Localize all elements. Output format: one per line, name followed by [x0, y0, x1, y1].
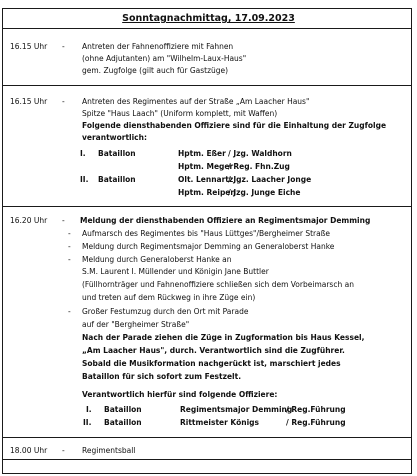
bullet-line: Meldung durch Generaloberst Hanke an: [82, 255, 232, 264]
officer-rank: Regimentsmajor Demming: [180, 405, 293, 414]
title-divider: [2, 28, 412, 29]
battalion-label: Bataillon: [104, 418, 142, 427]
text-line: Regimentsball: [82, 446, 136, 455]
officer-rank: Olt. Lennartz: [178, 175, 234, 184]
bullet-line: Aufmarsch des Regimentes bis "Haus Lüttges"/Bergheimer Straße: [82, 229, 331, 238]
bullet-line: Großer Festumzug durch den Ort mit Parade: [82, 307, 249, 316]
roman-numeral: I.: [80, 149, 86, 158]
text-line: Antreten der Fahnenoffiziere mit Fahnen: [82, 42, 234, 51]
bold-text-line: Sobald die Musikformation nachgerückt ist, marschiert jedes: [82, 359, 341, 368]
officer-unit: / Reg.Führung: [286, 405, 346, 414]
page-title: Sonntagnachmittag, 17.09.2023: [122, 13, 295, 24]
officer-unit: / Jzg. Waldhorn: [228, 149, 292, 158]
bullet-line: Meldung durch Regimentsmajor Demming an Generaloberst Hanke: [82, 242, 335, 251]
dash: -: [62, 97, 65, 106]
battalion-label: Bataillon: [98, 149, 136, 158]
bold-text-line: Verantwortlich hierfür sind folgende Offiziere:: [82, 390, 278, 399]
bold-text-line: Bataillon für sich sofort zum Festzelt.: [82, 372, 242, 381]
text-line: und treten auf dem Rückweg in ihre Züge ein): [82, 293, 256, 302]
officer-unit: / Jgz. Laacher Jonge: [228, 175, 312, 184]
bold-text-line: Folgende diensthabenden Offiziere sind für die Einhaltung der Zugfolge: [82, 121, 387, 130]
text-line: (Füllhornträger und Fahnenoffiziere schließen sich dem Vorbeimarsch an: [82, 280, 354, 289]
dash: -: [68, 307, 71, 316]
bold-text-line: „Am Laacher Haus", durch. Verantwortlich sind die Zugführer.: [82, 346, 345, 355]
text-line: auf der "Bergheimer Straße": [82, 320, 190, 329]
text-line: S.M. Laurent I. Müllender und Königin Jane Buttler: [82, 267, 269, 276]
bold-text-line: verantwortlich:: [82, 133, 147, 142]
officer-rank: Hptm. Meger: [178, 162, 234, 171]
battalion-label: Bataillon: [98, 175, 136, 184]
time-1615-b: 16.15 Uhr: [10, 97, 48, 106]
time-1620: 16.20 Uhr: [10, 216, 48, 225]
section-divider: [2, 437, 412, 438]
officer-unit: / Jzg. Junge Eiche: [228, 188, 301, 197]
officer-rank: Hptm. Eßer: [178, 149, 226, 158]
text-line: Spitze "Haus Laach" (Uniform komplett, mit Waffen): [82, 109, 278, 118]
roman-numeral: II.: [80, 175, 89, 184]
officer-unit: / Reg. Fhn.Zug: [228, 162, 290, 171]
section-divider: [2, 85, 412, 86]
dash: -: [68, 229, 71, 238]
dash: -: [62, 446, 65, 455]
officer-rank: Rittmeister Königs: [180, 418, 260, 427]
bold-text-line: Nach der Parade ziehen die Züge in Zugformation bis Haus Kessel,: [82, 333, 365, 342]
dash: -: [68, 242, 71, 251]
text-line: Antreten des Regimentes auf der Straße „Am Laacher Haus": [82, 97, 310, 106]
dash: -: [62, 42, 65, 51]
roman-numeral: I.: [86, 405, 92, 414]
section-divider: [2, 206, 412, 207]
text-line: gem. Zugfolge (gilt auch für Gastzüge): [82, 66, 229, 75]
roman-numeral: II.: [83, 418, 92, 427]
officer-rank: Hptm. Reipen: [178, 188, 236, 197]
time-1800: 18.00 Uhr: [10, 446, 48, 455]
dash: -: [62, 216, 65, 225]
battalion-label: Bataillon: [104, 405, 142, 414]
dash: -: [68, 255, 71, 264]
bottom-divider: [2, 459, 412, 460]
bold-text-line: Meldung der diensthabenden Offiziere an Regimentsmajor Demming: [80, 216, 371, 225]
time-1615-a: 16.15 Uhr: [10, 42, 48, 51]
officer-unit: / Reg.Führung: [286, 418, 346, 427]
text-line: (ohne Adjutanten) am "Wilhelm-Laux-Haus": [82, 54, 247, 63]
